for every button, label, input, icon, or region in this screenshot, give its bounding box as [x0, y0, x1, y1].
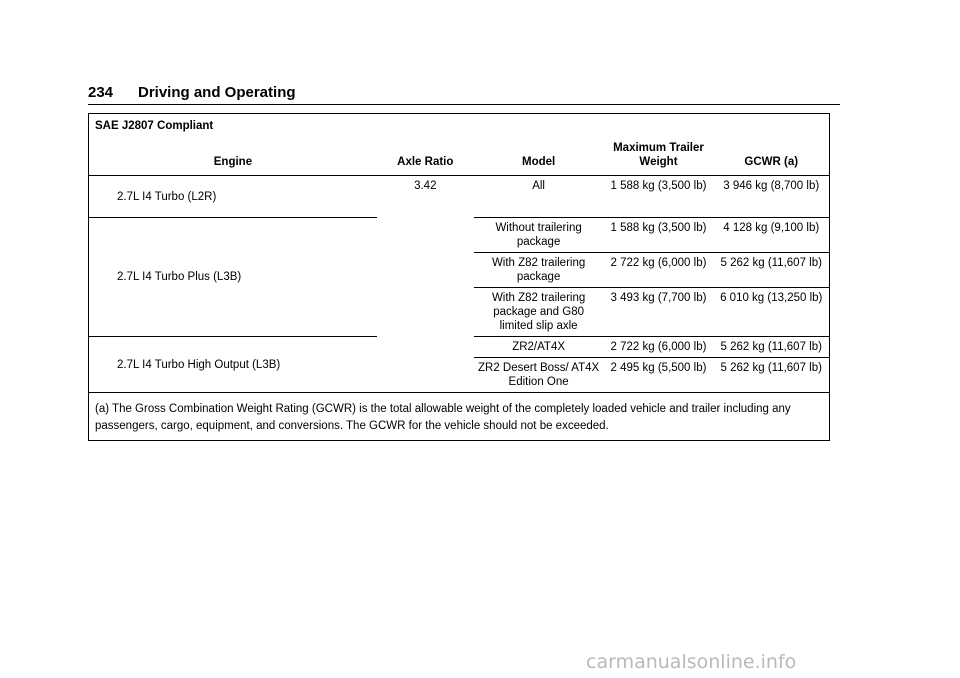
max-trailer-cell: 2 722 kg (6,000 lb) — [604, 253, 714, 288]
towing-spec-table — [88, 113, 830, 441]
page-header — [88, 84, 840, 105]
engine-cell: 2.7L I4 Turbo Plus (L3B) — [89, 218, 377, 337]
page-number: 234 — [88, 84, 114, 101]
gcwr-cell: 5 262 kg (11,607 lb) — [713, 253, 829, 288]
col-header-axle-ratio: Axle Ratio — [377, 138, 474, 176]
table-header-row — [89, 138, 830, 176]
max-trailer-cell: 2 495 kg (5,500 lb) — [604, 358, 714, 393]
max-trailer-cell: 1 588 kg (3,500 lb) — [604, 218, 714, 253]
model-cell: All — [474, 176, 604, 218]
model-cell: ZR2/AT4X — [474, 337, 604, 358]
gcwr-cell: 4 128 kg (9,100 lb) — [713, 218, 829, 253]
gcwr-cell: 5 262 kg (11,607 lb) — [713, 358, 829, 393]
col-header-model: Model — [474, 138, 604, 176]
gcwr-cell: 5 262 kg (11,607 lb) — [713, 337, 829, 358]
max-trailer-cell: 1 588 kg (3,500 lb) — [604, 176, 714, 218]
table-footnote: (a) The Gross Combination Weight Rating (GCWR) is the total allowable weight of the completely loaded vehicle and trailer including any passengers, cargo, equipment, and conversions. The GCWR for the vehicle should not be exceeded. — [89, 393, 830, 441]
model-cell: ZR2 Desert Boss/ AT4X Edition One — [474, 358, 604, 393]
col-header-max-trailer-weight: Maximum Trailer Weight — [604, 138, 714, 176]
watermark: carmanualsonline.info — [586, 651, 797, 673]
gcwr-cell: 3 946 kg (8,700 lb) — [713, 176, 829, 218]
engine-cell: 2.7L I4 Turbo High Output (L3B) — [89, 337, 377, 393]
col-header-engine: Engine — [89, 138, 377, 176]
axle-ratio-cell: 3.42 — [377, 176, 474, 393]
model-cell: Without trailering package — [474, 218, 604, 253]
section-title: Driving and Operating — [138, 84, 296, 101]
engine-cell: 2.7L I4 Turbo (L2R) — [89, 176, 377, 218]
max-trailer-cell: 3 493 kg (7,700 lb) — [604, 288, 714, 337]
gcwr-cell: 6 010 kg (13,250 lb) — [713, 288, 829, 337]
model-cell: With Z82 trailering package — [474, 253, 604, 288]
table-caption: SAE J2807 Compliant — [89, 114, 830, 139]
table-row — [89, 176, 830, 218]
model-cell: With Z82 trailering package and G80 limited slip axle — [474, 288, 604, 337]
col-header-gcwr: GCWR (a) — [713, 138, 829, 176]
max-trailer-cell: 2 722 kg (6,000 lb) — [604, 337, 714, 358]
